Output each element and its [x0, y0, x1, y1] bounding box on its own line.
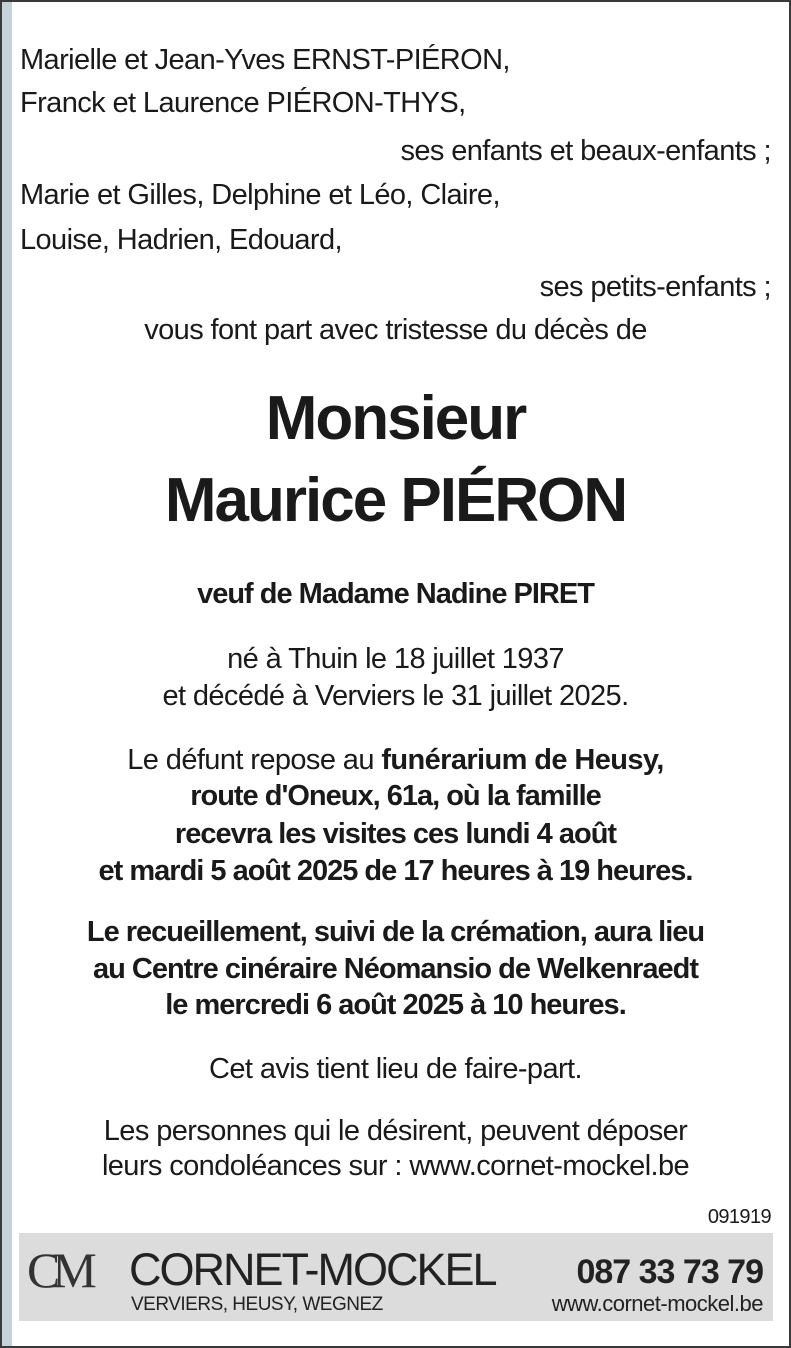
children-role: ses enfants et beaux-enfants ;	[400, 135, 771, 167]
ceremony-line-2: au Centre cinéraire Néomansio de Welkenraedt	[93, 953, 698, 985]
birth-line: né à Thuin le 18 juillet 1937	[227, 643, 564, 675]
deceased-name: Maurice PIÉRON	[164, 466, 627, 535]
visitation-prefix: Le défunt repose au	[127, 744, 382, 776]
cm-logo-icon: CM	[27, 1242, 89, 1298]
visitation-line-3: recevra les visites ces lundi 4 août	[174, 818, 617, 850]
death-line: et décédé à Verviers le 31 juillet 2025.	[162, 680, 629, 712]
widower-line: veuf de Madame Nadine PIRET	[197, 578, 594, 610]
funeral-home-banner	[19, 1233, 773, 1321]
grandchildren-line-2: Louise, Hadrien, Edouard,	[20, 224, 342, 256]
company-phone: 087 33 73 79	[576, 1253, 763, 1291]
condolences-line-2: leurs condoléances sur : www.cornet-mockel.be	[101, 1150, 690, 1182]
children-line-2: Franck et Laurence PIÉRON-THYS,	[20, 87, 466, 119]
visitation-location: funérarium de Heusy,	[381, 744, 664, 776]
reference-number: 091919	[707, 1206, 771, 1228]
ceremony-line-1: Le recueillement, suivi de la crémation, aura lieu	[86, 916, 705, 948]
faire-part-notice: Cet avis tient lieu de faire-part.	[209, 1053, 582, 1085]
grandchildren-line-1: Marie et Gilles, Delphine et Léo, Claire,	[20, 179, 500, 211]
grandchildren-role: ses petits-enfants ;	[539, 271, 771, 303]
announcement: vous font part avec tristesse du décès de	[144, 314, 647, 346]
company-name: CORNET-MOCKEL	[129, 1244, 496, 1295]
visitation-line-1	[0, 746, 791, 775]
company-website[interactable]: www.cornet-mockel.be	[551, 1291, 763, 1316]
ceremony-line-3: le mercredi 6 août 2025 à 10 heures.	[165, 989, 626, 1021]
deceased-title: Monsieur	[265, 384, 526, 453]
children-line-1: Marielle et Jean-Yves ERNST-PIÉRON,	[20, 44, 510, 76]
condolences-line-1: Les personnes qui le désirent, peuvent déposer	[103, 1115, 688, 1147]
visitation-line-4: et mardi 5 août 2025 de 17 heures à 19 heures.	[98, 855, 693, 887]
visitation-line-2: route d'Oneux, 61a, où la famille	[190, 780, 601, 812]
company-locations: VERVIERS, HEUSY, WEGNEZ	[131, 1294, 383, 1315]
